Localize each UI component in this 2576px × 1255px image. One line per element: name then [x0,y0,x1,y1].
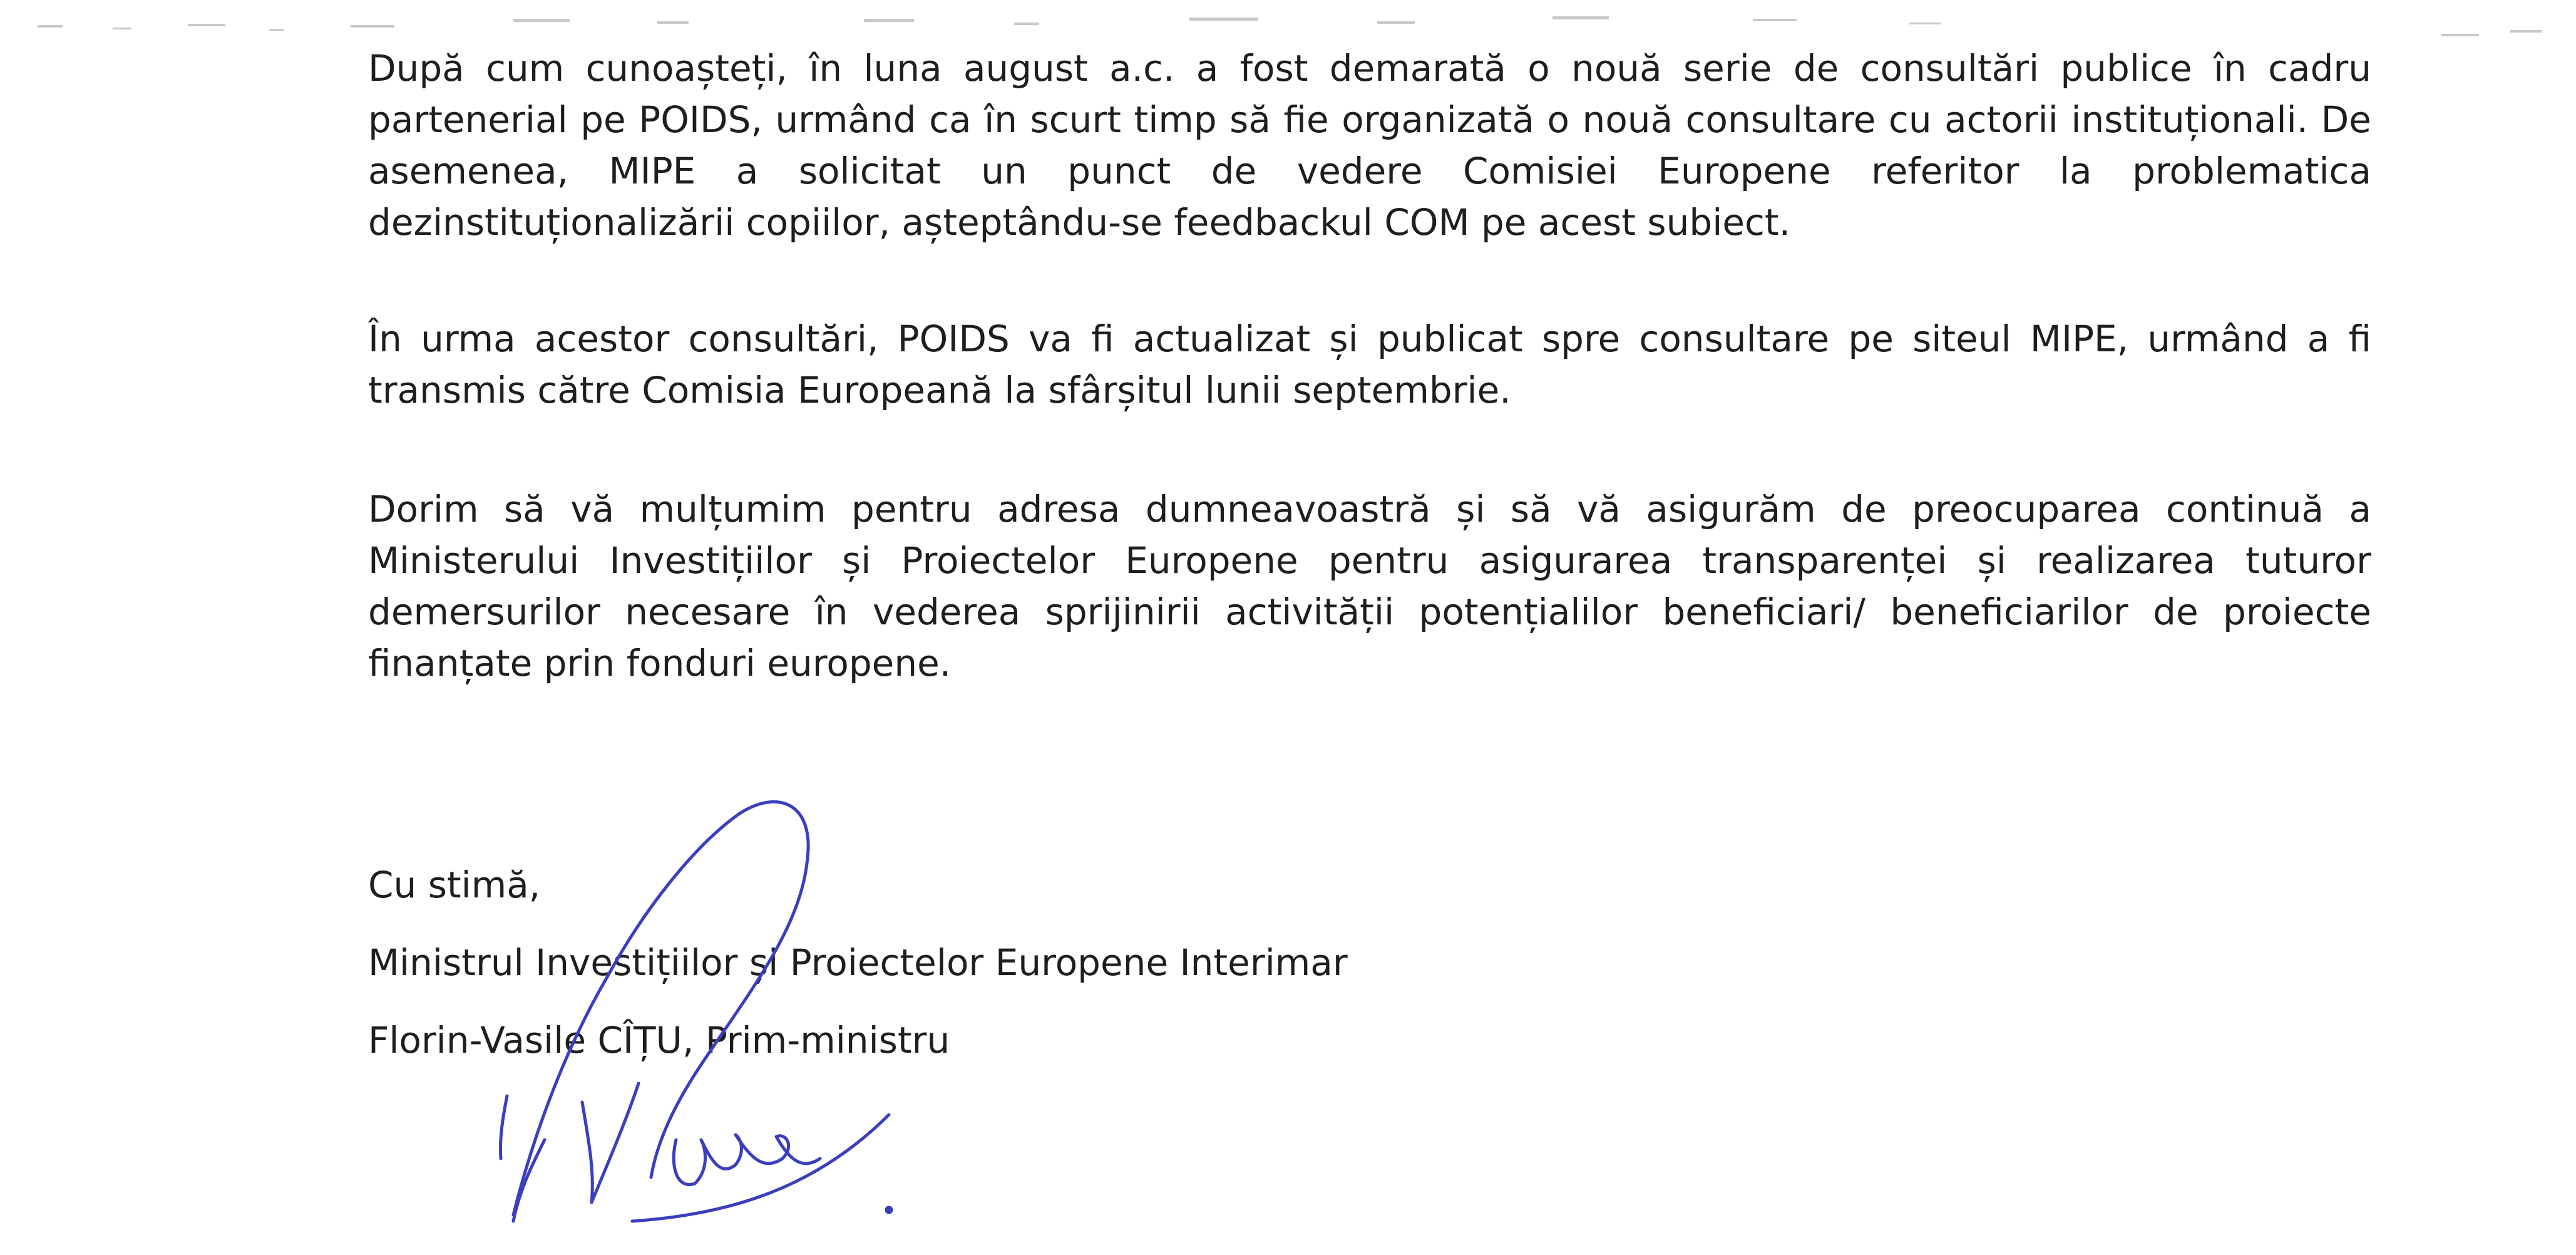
body-paragraph-consultations: După cum cunoașteți, în luna august a.c. a fost demarată o nouă serie de consultări publice în cadru partenerial pe POIDS, urmând ca în scurt timp să fie organizată o nouă consultare cu actorii instituționali. De asemenea, MIPE a solicitat un punct de vedere Comisiei Europene referitor la problematica dezinstituționalizării copiilor, așteptându-se feedbackul COM pe acest subiect. [368,47,2371,244]
body-paragraph-thanks: Dorim să vă mulțumim pentru adresa dumneavoastră și să vă asigurăm de preocuparea continuă a Ministerului Investițiilor și Proiectelor Europene pentru asigurarea transparenței și realizarea tuturor demersurilor necesare în vederea sprijinirii activității potențialilor beneficiari/ beneficiarilor de proiecte finanțate prin fonduri europene. [368,488,2371,684]
signatory-name: Florin-Vasile CÎȚU, Prim-ministru [368,1019,950,1061]
body-paragraph-update: În urma acestor consultări, POIDS va fi actualizat și publicat spre consultare pe siteul MIPE, urmând a fi transmis către Comisia Europeană la sfârșitul lunii septembrie. [368,318,2371,411]
closing-salutation: Cu stimă, [368,864,541,906]
handwritten-signature [488,789,1002,1227]
signatory-title: Ministrul Investițiilor și Proiectelor Europene Interimar [368,941,1348,984]
